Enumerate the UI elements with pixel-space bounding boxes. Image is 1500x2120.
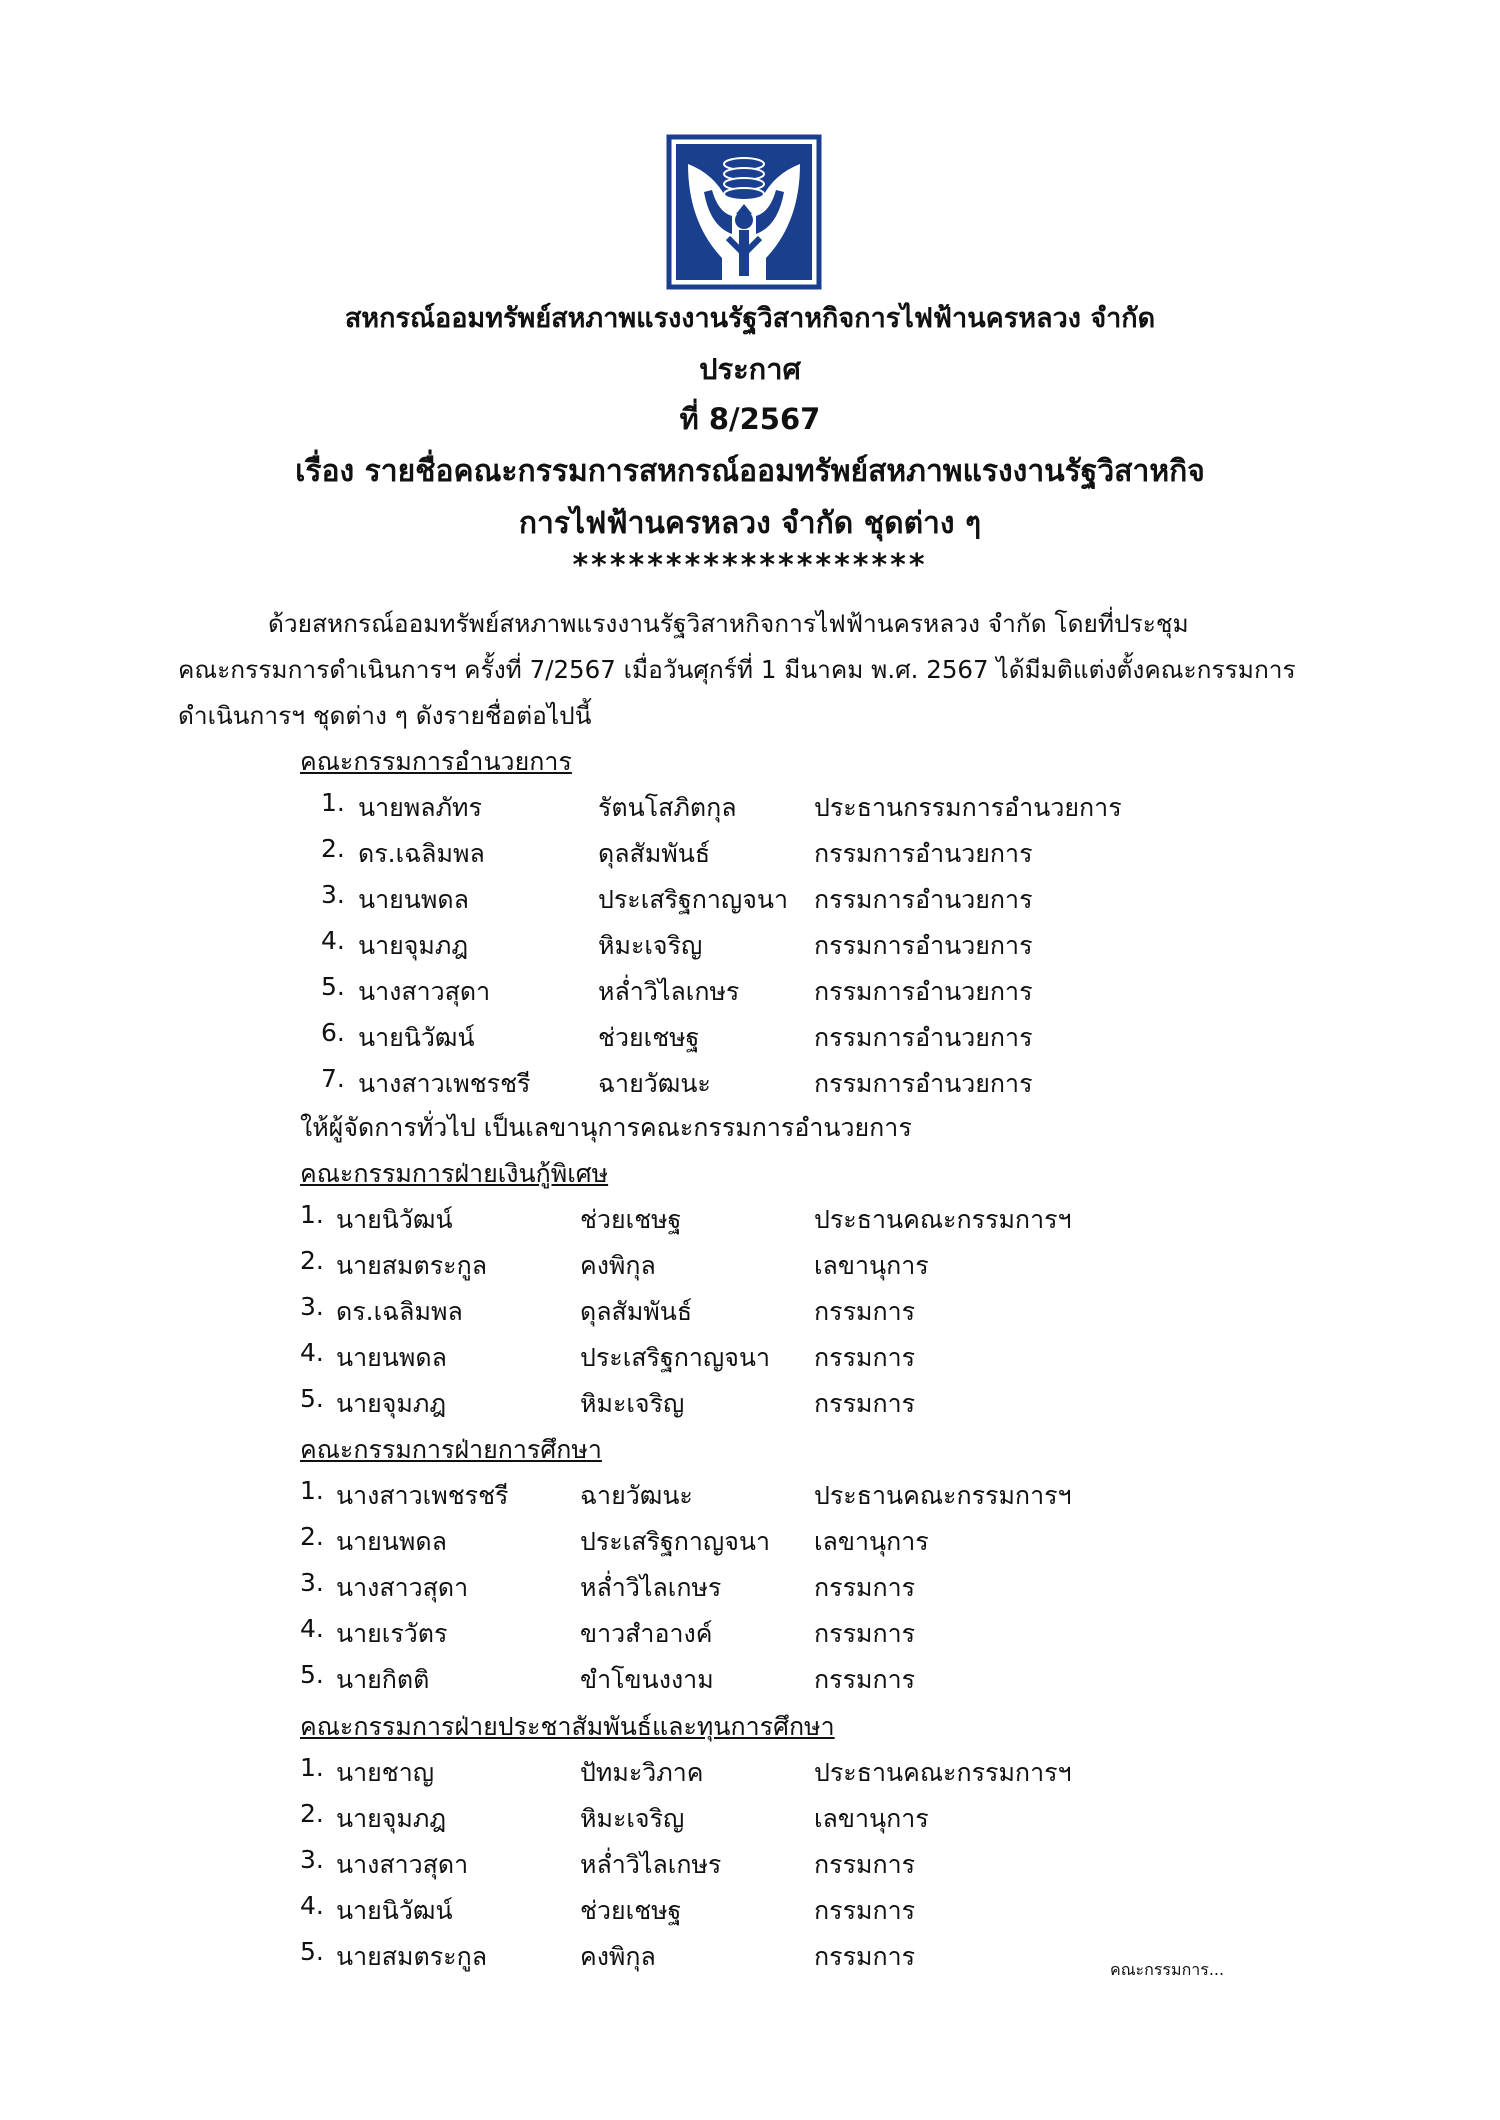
member-row xyxy=(0,1568,1500,1608)
member-first-name: นางสาวเพชรชรี xyxy=(358,1069,531,1098)
member-row xyxy=(0,1614,1500,1654)
member-last-name: ประเสริฐกาญจนา xyxy=(598,885,789,914)
member-index: 3. xyxy=(321,880,345,909)
member-role: กรรมการอำนวยการ xyxy=(814,1023,1033,1052)
member-index: 4. xyxy=(300,1614,324,1643)
announcement-number: ที่ 8/2567 xyxy=(679,402,821,436)
member-index: 5. xyxy=(300,1660,324,1689)
member-row xyxy=(0,1891,1500,1931)
announcement-label: ประกาศ xyxy=(699,352,801,386)
member-first-name: นางสาวสุดา xyxy=(336,1850,469,1879)
member-role: เลขานุการ xyxy=(814,1804,929,1833)
member-index: 3. xyxy=(300,1568,324,1597)
member-first-name: นายนิวัฒน์ xyxy=(336,1205,453,1234)
member-role: เลขานุการ xyxy=(814,1527,929,1556)
subject-line-1: เรื่อง รายชื่อคณะกรรมการสหกรณ์ออมทรัพย์สหภาพแรงงานรัฐวิสาหกิจ xyxy=(295,454,1205,489)
member-row xyxy=(0,1660,1500,1700)
member-last-name: ดุลสัมพันธ์ xyxy=(580,1297,693,1326)
member-row xyxy=(0,1522,1500,1562)
section-title: คณะกรรมการอำนวยการ xyxy=(300,747,572,776)
section-title: คณะกรรมการฝ่ายการศึกษา xyxy=(300,1435,602,1464)
member-first-name: นายพลภัทร xyxy=(358,793,482,822)
member-first-name: นายนพดล xyxy=(336,1343,447,1372)
continuation-note: คณะกรรมการ... xyxy=(1110,1960,1225,1979)
member-first-name: นายนพดล xyxy=(336,1527,447,1556)
member-last-name: หล่ำวิไลเกษร xyxy=(598,977,740,1006)
member-index: 4. xyxy=(321,926,345,955)
intro-line-1: ด้วยสหกรณ์ออมทรัพย์สหภาพแรงงานรัฐวิสาหกิจการไฟฟ้านครหลวง จำกัด โดยที่ประชุม xyxy=(268,609,1189,638)
member-role: กรรมการ xyxy=(814,1619,916,1648)
member-first-name: นายนพดล xyxy=(358,885,469,914)
member-last-name: ดุลสัมพันธ์ xyxy=(598,839,711,868)
member-role: กรรมการ xyxy=(814,1297,916,1326)
secretary-note: ให้ผู้จัดการทั่วไป เป็นเลขานุการคณะกรรมการอำนวยการ xyxy=(300,1113,912,1142)
member-index: 1. xyxy=(321,788,345,817)
member-row xyxy=(0,1018,1500,1058)
member-role: กรรมการอำนวยการ xyxy=(814,1069,1033,1098)
member-last-name: ช่วยเชษฐ xyxy=(580,1896,682,1925)
member-index: 5. xyxy=(321,972,345,1001)
member-role: กรรมการ xyxy=(814,1896,916,1925)
member-row xyxy=(0,1292,1500,1332)
member-index: 1. xyxy=(300,1476,324,1505)
member-last-name: ช่วยเชษฐ xyxy=(580,1205,682,1234)
member-first-name: นายชาญ xyxy=(336,1758,435,1787)
member-index: 3. xyxy=(300,1845,324,1874)
member-row xyxy=(0,1338,1500,1378)
member-first-name: นายจุมภฎ xyxy=(336,1389,447,1418)
member-last-name: ช่วยเชษฐ xyxy=(598,1023,700,1052)
member-role: กรรมการอำนวยการ xyxy=(814,885,1033,914)
member-last-name: หิมะเจริญ xyxy=(580,1389,685,1418)
member-last-name: ปัทมะวิภาค xyxy=(580,1758,704,1787)
member-role: กรรมการ xyxy=(814,1942,916,1971)
member-role: กรรมการ xyxy=(814,1573,916,1602)
member-role: ประธานคณะกรรมการฯ xyxy=(814,1481,1072,1510)
member-last-name: หิมะเจริญ xyxy=(598,931,703,960)
member-index: 6. xyxy=(321,1018,345,1047)
member-first-name: นายสมตระกูล xyxy=(336,1942,488,1971)
member-first-name: นางสาวเพชรชรี xyxy=(336,1481,509,1510)
member-row xyxy=(0,972,1500,1012)
member-first-name: ดร.เฉลิมพล xyxy=(358,839,485,868)
member-first-name: นางสาวสุดา xyxy=(336,1573,469,1602)
member-index: 3. xyxy=(300,1292,324,1321)
organization-name: สหกรณ์ออมทรัพย์สหภาพแรงงานรัฐวิสาหกิจการไฟฟ้านครหลวง จำกัด xyxy=(344,303,1156,334)
member-first-name: นายกิตติ xyxy=(336,1665,430,1694)
member-role: ประธานกรรมการอำนวยการ xyxy=(814,793,1122,822)
member-row xyxy=(0,834,1500,874)
member-index: 4. xyxy=(300,1338,324,1367)
member-first-name: นายเรวัตร xyxy=(336,1619,448,1648)
member-row xyxy=(0,926,1500,966)
member-index: 5. xyxy=(300,1937,324,1966)
member-last-name: คงพิกุล xyxy=(580,1251,656,1280)
member-role: ประธานคณะกรรมการฯ xyxy=(814,1205,1072,1234)
member-last-name: ฉายวัฒนะ xyxy=(598,1069,711,1098)
subject-line-2: การไฟฟ้านครหลวง จำกัด ชุดต่าง ๆ xyxy=(518,506,982,541)
member-first-name: นายนิวัฒน์ xyxy=(358,1023,475,1052)
member-index: 2. xyxy=(300,1799,324,1828)
member-index: 4. xyxy=(300,1891,324,1920)
intro-line-2: คณะกรรมการดำเนินการฯ ครั้งที่ 7/2567 เมื่อวันศุกร์ที่ 1 มีนาคม พ.ศ. 2567 ได้มีมติแต่งตั้งคณะกรรมการ xyxy=(178,655,1296,684)
member-last-name: หล่ำวิไลเกษร xyxy=(580,1573,722,1602)
member-first-name: นายจุมภฎ xyxy=(336,1804,447,1833)
member-first-name: นางสาวสุดา xyxy=(358,977,491,1006)
member-last-name: หล่ำวิไลเกษร xyxy=(580,1850,722,1879)
member-index: 2. xyxy=(321,834,345,863)
member-row xyxy=(0,1064,1500,1104)
member-row xyxy=(0,880,1500,920)
cooperative-emblem-icon xyxy=(666,134,822,290)
member-role: เลขานุการ xyxy=(814,1251,929,1280)
member-role: กรรมการ xyxy=(814,1343,916,1372)
member-index: 1. xyxy=(300,1200,324,1229)
member-role: กรรมการอำนวยการ xyxy=(814,931,1033,960)
member-role: กรรมการ xyxy=(814,1665,916,1694)
member-last-name: หิมะเจริญ xyxy=(580,1804,685,1833)
member-last-name: รัตนโสภิตกุล xyxy=(598,793,737,822)
member-first-name: นายจุมภฎ xyxy=(358,931,469,960)
member-row xyxy=(0,1200,1500,1240)
member-row xyxy=(0,788,1500,828)
member-role: กรรมการอำนวยการ xyxy=(814,839,1033,868)
member-index: 1. xyxy=(300,1753,324,1782)
member-row xyxy=(0,1246,1500,1286)
member-last-name: ขาวสำอางค์ xyxy=(580,1619,713,1648)
member-index: 5. xyxy=(300,1384,324,1413)
member-index: 2. xyxy=(300,1246,324,1275)
member-last-name: ขำโขนงงาม xyxy=(580,1665,714,1694)
intro-line-3: ดำเนินการฯ ชุดต่าง ๆ ดังรายชื่อต่อไปนี้ xyxy=(178,701,592,730)
member-first-name: นายนิวัฒน์ xyxy=(336,1896,453,1925)
member-role: กรรมการ xyxy=(814,1850,916,1879)
member-row xyxy=(0,1753,1500,1793)
member-row xyxy=(0,1937,1500,1977)
member-role: กรรมการ xyxy=(814,1389,916,1418)
cooperative-logo xyxy=(666,134,822,290)
member-last-name: คงพิกุล xyxy=(580,1942,656,1971)
separator-stars: ******************* xyxy=(572,548,928,583)
section-title: คณะกรรมการฝ่ายประชาสัมพันธ์และทุนการศึกษา xyxy=(300,1712,835,1741)
member-first-name: นายสมตระกูล xyxy=(336,1251,488,1280)
member-last-name: ประเสริฐกาญจนา xyxy=(580,1527,771,1556)
member-row xyxy=(0,1476,1500,1516)
member-first-name: ดร.เฉลิมพล xyxy=(336,1297,463,1326)
member-last-name: ฉายวัฒนะ xyxy=(580,1481,693,1510)
member-row xyxy=(0,1845,1500,1885)
member-role: ประธานคณะกรรมการฯ xyxy=(814,1758,1072,1787)
member-index: 7. xyxy=(321,1064,345,1093)
member-last-name: ประเสริฐกาญจนา xyxy=(580,1343,771,1372)
member-row xyxy=(0,1384,1500,1424)
member-index: 2. xyxy=(300,1522,324,1551)
member-row xyxy=(0,1799,1500,1839)
member-role: กรรมการอำนวยการ xyxy=(814,977,1033,1006)
section-title: คณะกรรมการฝ่ายเงินกู้พิเศษ xyxy=(300,1159,609,1188)
